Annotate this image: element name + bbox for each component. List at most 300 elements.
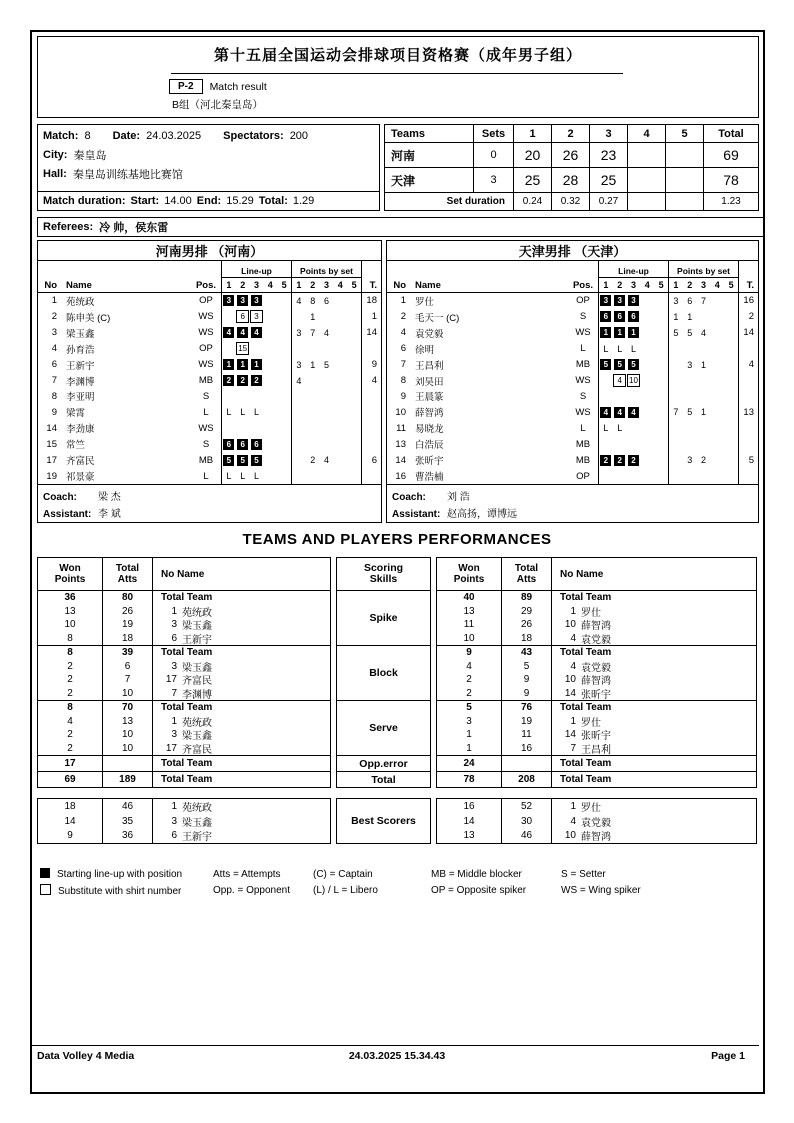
won-points-value: 1: [466, 742, 472, 754]
total-atts-value: 18: [102, 632, 152, 646]
coach-name: 梁 杰: [98, 491, 121, 503]
won-points-value: 2: [67, 729, 73, 741]
player-lineup-cells: [598, 436, 668, 452]
starting-position-box: 5: [614, 359, 625, 370]
lineup-cell: [222, 439, 236, 450]
perf-row: [437, 715, 756, 729]
player-total-points: 14: [361, 325, 381, 341]
player-cell: [152, 814, 330, 829]
lineup-cell: [613, 407, 627, 418]
player-points-cells: [291, 341, 361, 357]
city-value: 秦皇岛: [73, 149, 107, 162]
player-total-points: 9: [361, 357, 381, 373]
points-cell: 1: [310, 359, 316, 370]
total-atts-value: 70: [102, 701, 152, 715]
player-name: 王新宇: [182, 634, 212, 645]
player-name: 苑统政: [182, 717, 212, 728]
lineup-cell: [627, 407, 641, 418]
starting-position-box: 3: [614, 295, 625, 306]
player-points-cells: [668, 468, 738, 484]
score-header-cell: 1: [513, 125, 551, 142]
starting-position-box: 5: [628, 359, 639, 370]
legend-mb: MB = Middle blocker: [431, 868, 522, 880]
starting-position-box: 1: [251, 359, 262, 370]
perf-row: [437, 756, 756, 771]
player-total-points: 13: [738, 404, 758, 420]
points-cell: 3: [296, 327, 302, 338]
player-lineup-cells: [598, 373, 668, 389]
total-atts-value: 35: [102, 814, 152, 829]
legend-captain: (C) = Captain: [313, 868, 373, 880]
perf-row: [437, 660, 756, 674]
lineup-cell: [613, 374, 627, 387]
player-position: WS: [198, 422, 214, 434]
open-square-icon: [40, 884, 51, 895]
perf-row: [38, 646, 330, 660]
points-cell: 3: [673, 295, 679, 306]
player-number: 14: [46, 422, 57, 434]
player-name: 张昕宇: [581, 689, 611, 700]
score-header-cell: 2: [551, 125, 589, 142]
player-position: MB: [575, 454, 591, 466]
set-duration-total: 1.23: [703, 193, 758, 210]
player-name: 苑统政: [182, 802, 212, 814]
won-points-value: 8: [67, 647, 73, 659]
lineup-group-label: Line-up: [222, 266, 291, 278]
player-number: 6: [51, 359, 57, 371]
perf-row: [38, 632, 330, 646]
date-label: Date:: [112, 129, 141, 142]
won-points-value: 14: [64, 815, 76, 827]
player-name: 王新宇: [66, 360, 95, 372]
player-lineup-cells: [598, 468, 668, 484]
start-value: 14.00: [164, 195, 192, 207]
perf-row: [38, 605, 330, 619]
player-points-cells: [668, 420, 738, 436]
total-atts-value: 189: [102, 772, 152, 787]
lineup-cell: [250, 455, 264, 466]
set-score: [627, 168, 665, 192]
lineup-cell: [236, 439, 250, 450]
spectators-label: Spectators:: [223, 129, 284, 142]
player-position: MB: [198, 375, 214, 387]
starting-position-box: 2: [237, 375, 248, 386]
player-total-points: [361, 404, 381, 420]
substitute-box: 15: [236, 342, 249, 355]
player-cell: [152, 728, 330, 742]
starting-position-box: 5: [237, 455, 248, 466]
points-cell: 4: [296, 295, 302, 306]
starting-position-box: 1: [223, 359, 234, 370]
won-points-value: 2: [67, 674, 73, 686]
no-column-header: No: [393, 279, 406, 291]
player-total-points: [738, 420, 758, 436]
total-label: Total:: [258, 195, 288, 207]
player-shirt-number: 4: [570, 660, 576, 672]
player-name: 孙育浩: [66, 344, 95, 356]
player-name: 袁党毅: [415, 328, 444, 340]
no-name-header: No Name: [551, 558, 756, 590]
column-header: Scoring Skills: [363, 562, 404, 585]
won-points-value: 4: [67, 715, 73, 727]
player-points-cells: [668, 389, 738, 405]
lineup-cell: L: [617, 423, 623, 434]
starting-position-box: 5: [223, 455, 234, 466]
lineup-cell: L: [240, 407, 246, 418]
set-duration-value: [627, 193, 665, 210]
lineup-cell: [236, 310, 250, 323]
player-position: S: [579, 390, 587, 402]
player-shirt-number: 1: [570, 715, 576, 727]
lineup-cell: [236, 342, 250, 355]
player-lineup-cells: [598, 404, 668, 420]
start-label: Start:: [130, 195, 160, 207]
perf-row: [437, 605, 756, 619]
total-team-label: Total Team: [161, 758, 213, 769]
lineup-cell: L: [253, 471, 259, 482]
player-shirt-number: 4: [570, 632, 576, 644]
starting-position-box: 5: [251, 455, 262, 466]
perf-row: [437, 742, 756, 756]
total-column-header: T.: [361, 278, 381, 292]
roster-player-row: [38, 468, 381, 484]
total-atts-value: 6: [102, 660, 152, 674]
points-cell: 7: [700, 295, 706, 306]
won-points-value: 16: [463, 800, 475, 812]
player-name: 祁景豪: [66, 472, 95, 484]
player-number: 7: [51, 375, 57, 387]
won-points-value: 2: [67, 742, 73, 754]
score-header-cell: 4: [627, 125, 665, 142]
report-code-row: [169, 79, 758, 94]
perf-header: [37, 557, 331, 591]
match-info-panel: [37, 124, 380, 211]
sets-won: 3: [473, 168, 513, 192]
won-points-value: 2: [466, 687, 472, 699]
lineup-cell: [599, 311, 613, 322]
player-cell: [551, 715, 756, 729]
player-name: 梁玉鑫: [182, 731, 212, 742]
starting-position-box: 4: [223, 327, 234, 338]
match-info-line-1: [38, 126, 379, 145]
won-points-value: 13: [463, 605, 475, 617]
points-cell: 6: [323, 295, 329, 306]
skill-label: Spike: [336, 591, 431, 646]
home-team-panel: [37, 240, 382, 523]
player-position: WS: [575, 327, 591, 339]
player-name: 薛智鸿: [581, 676, 611, 687]
player-total-points: [738, 436, 758, 452]
won-points-header: [437, 558, 501, 590]
lineup-cell: [627, 359, 641, 370]
perf-row: [437, 618, 756, 632]
lineup-cell: [599, 455, 613, 466]
points-cell: 4: [323, 327, 329, 338]
player-cell: [152, 673, 330, 687]
total-team-label: Total Team: [161, 774, 213, 785]
home-coach-box: [38, 484, 381, 522]
total-team-label: Total Team: [560, 774, 612, 785]
player-position: MB: [575, 359, 591, 371]
footer-timestamp: 24.03.2025 15.34.43: [348, 1050, 446, 1062]
roster-player-row: [387, 373, 758, 389]
score-header-cell: Sets: [473, 125, 513, 142]
player-name: 王新宇: [182, 832, 212, 844]
legend-opp: Opp. = Opponent: [213, 884, 291, 896]
player-cell: [551, 618, 756, 632]
home-roster-table: [38, 261, 381, 484]
player-position: L: [203, 470, 209, 482]
player-number: 14: [395, 454, 406, 466]
perf-row: [38, 814, 330, 829]
total-atts-value: 19: [501, 715, 551, 729]
legend-row-2: [40, 882, 757, 898]
player-total-points: 1: [361, 309, 381, 325]
skill-label: Total: [336, 772, 431, 788]
perf-row: [38, 799, 330, 814]
player-position: OP: [576, 295, 590, 307]
player-name: 梁霄: [66, 408, 86, 420]
starting-position-box: 6: [614, 311, 625, 322]
perf-row: [437, 646, 756, 660]
player-points-cells: [291, 373, 361, 389]
lineup-cell: [250, 375, 264, 386]
lineup-cell: [222, 327, 236, 338]
player-name: 李渊博: [66, 376, 95, 388]
player-name: 王昌利: [415, 360, 444, 372]
player-position: WS: [198, 327, 214, 339]
lineup-cell: [250, 327, 264, 338]
set-score: [627, 143, 665, 167]
won-points-value: 13: [64, 605, 76, 617]
player-points-cells: [668, 373, 738, 389]
column-header: Won Points: [54, 563, 86, 585]
player-number: 16: [395, 470, 406, 482]
no-column-header: No: [44, 279, 57, 291]
legend-libero: (L) / L = Libero: [313, 884, 378, 896]
set-score: [665, 168, 703, 192]
assistant-label: Assistant:: [392, 508, 441, 520]
total-atts-value: 13: [102, 715, 152, 729]
total-atts-value: 19: [102, 618, 152, 632]
player-cell: [152, 632, 330, 646]
player-cell: [152, 828, 330, 843]
roster-player-row: [387, 357, 758, 373]
total-atts-value: 46: [501, 828, 551, 843]
points-cell: 3: [296, 359, 302, 370]
player-name: 罗仕: [415, 296, 435, 308]
player-total-points: [738, 389, 758, 405]
roster-player-row: [387, 325, 758, 341]
total-atts-value: 76: [501, 701, 551, 715]
player-cell: [551, 660, 756, 674]
player-cell: [551, 772, 756, 787]
total-atts-value: 7: [102, 673, 152, 687]
player-cell: [152, 687, 330, 701]
home-team-title: 河南男排 （河南）: [38, 241, 381, 261]
starting-position-box: 3: [237, 295, 248, 306]
won-points-value: 11: [463, 619, 475, 631]
pos-column-header: Pos.: [572, 279, 594, 291]
total-atts-value: 10: [102, 728, 152, 742]
lineup-cell: [236, 295, 250, 306]
score-team-row: [385, 142, 758, 167]
starting-position-box: 3: [628, 295, 639, 306]
perf-row: [38, 660, 330, 674]
roster-player-row: [38, 341, 381, 357]
player-cell: [551, 701, 756, 715]
perf-section-left: [37, 756, 331, 772]
player-shirt-number: 4: [570, 815, 576, 827]
column-header: Total Atts: [115, 563, 140, 585]
best-scorers-label: Best Scorers: [336, 798, 431, 844]
lineup-cell: [627, 311, 641, 322]
total-atts-value: 46: [102, 799, 152, 814]
lineup-cell: [250, 439, 264, 450]
perf-section-left: [37, 772, 331, 788]
match-duration-row: [38, 191, 379, 210]
player-shirt-number: 7: [570, 742, 576, 754]
player-total-points: 5: [738, 452, 758, 468]
legend-atts: Atts = Attempts: [213, 868, 281, 880]
total-atts-value: 30: [501, 814, 551, 829]
player-shirt-number: 1: [570, 605, 576, 617]
roster-player-row: [387, 468, 758, 484]
set-score: 20: [513, 143, 551, 167]
points-cell: 1: [700, 407, 706, 418]
player-total-points: 4: [361, 373, 381, 389]
perf-section-left: [37, 701, 331, 756]
points-cell: 3: [687, 359, 693, 370]
player-cell: [152, 660, 330, 674]
points-cell: 2: [310, 455, 316, 466]
perf-row: [437, 687, 756, 701]
set-duration-row: [385, 192, 758, 210]
player-name: 王晨篆: [415, 392, 444, 404]
perf-row: [437, 632, 756, 646]
points-cell: 1: [310, 311, 316, 322]
won-points-value: 36: [64, 592, 76, 604]
away-team-title: 天津男排 （天津）: [387, 241, 758, 261]
perf-row: [38, 728, 330, 742]
points-cell: 5: [687, 327, 693, 338]
points-cell: 5: [673, 327, 679, 338]
hall-value: 秦皇岛训练基地比赛馆: [72, 168, 183, 181]
player-cell: [551, 632, 756, 646]
assistant-name: 李 斌: [98, 508, 121, 520]
roster-player-row: [387, 404, 758, 420]
substitute-box: 3: [250, 310, 263, 323]
roster-group-header: [387, 261, 758, 278]
player-lineup-cells: [221, 420, 291, 436]
legend-ws: WS = Wing spiker: [561, 884, 641, 896]
total-team-label: Total Team: [560, 592, 612, 604]
starting-position-box: 2: [251, 375, 262, 386]
away-coach-box: [387, 484, 758, 522]
won-points-value: 24: [463, 758, 475, 769]
substitute-box: 6: [236, 310, 249, 323]
points-cell: 4: [323, 455, 329, 466]
player-cell: [551, 742, 756, 756]
player-points-cells: [291, 293, 361, 309]
score-header-cell: Total: [703, 125, 758, 142]
footer-app-name: Data Volley 4 Media: [37, 1050, 135, 1062]
lineup-cell: L: [253, 407, 259, 418]
player-cell: [551, 728, 756, 742]
player-number: 10: [395, 406, 406, 418]
coach-label: Coach:: [392, 491, 426, 503]
set-score: 25: [589, 168, 627, 192]
player-number: 4: [51, 343, 57, 355]
won-points-value: 5: [466, 702, 472, 714]
player-points-cells: [291, 404, 361, 420]
starting-position-box: 2: [628, 455, 639, 466]
starting-position-box: 6: [251, 439, 262, 450]
group-label: B组（河北秦皇岛）: [172, 99, 264, 111]
player-name: 李亚明: [66, 392, 95, 404]
perf-row: [38, 673, 330, 687]
substitute-box: 4: [613, 374, 626, 387]
perf-row: [38, 742, 330, 756]
player-total-points: [738, 373, 758, 389]
lineup-cell: [222, 295, 236, 306]
column-header: Total Atts: [514, 563, 539, 585]
player-shirt-number: 3: [171, 619, 177, 631]
points-cell: 6: [687, 295, 693, 306]
player-name: 张昕宇: [581, 731, 611, 742]
player-cell: [152, 605, 330, 619]
won-points-value: 13: [463, 830, 475, 842]
won-points-value: 18: [64, 800, 76, 812]
name-column-header: Name: [415, 279, 441, 291]
lineup-cell: [236, 455, 250, 466]
legend-setter: S = Setter: [561, 868, 606, 880]
lineup-cell: L: [226, 471, 232, 482]
perf-row: [437, 673, 756, 687]
player-cell: [551, 799, 756, 814]
starting-position-box: 5: [600, 359, 611, 370]
roster-player-row: [38, 452, 381, 468]
points-total: 69: [703, 143, 758, 167]
legend-row-1: [40, 866, 757, 882]
lineup-cell: [613, 295, 627, 306]
player-position: S: [202, 390, 210, 402]
won-points-value: 14: [463, 815, 475, 827]
player-name: 袁党毅: [581, 634, 611, 645]
player-points-cells: [668, 452, 738, 468]
player-number: 8: [400, 375, 406, 387]
total-atts-value: 9: [501, 687, 551, 701]
roster-player-row: [38, 404, 381, 420]
starting-position-box: 4: [237, 327, 248, 338]
player-points-cells: [291, 468, 361, 484]
team-name: 河南: [391, 148, 416, 163]
player-name: 罗仕: [581, 717, 601, 728]
spectators-value: 200: [289, 129, 309, 142]
total-atts-value: 26: [501, 618, 551, 632]
away-roster-table: [387, 261, 758, 484]
player-name: 梁玉鑫: [66, 328, 95, 340]
player-shirt-number: 17: [165, 674, 177, 686]
referees-bar: [37, 217, 764, 237]
total-atts-value: 16: [501, 742, 551, 756]
player-lineup-cells: [221, 436, 291, 452]
player-name: 梁玉鑫: [182, 817, 212, 829]
player-number: 2: [400, 311, 406, 323]
starting-position-box: 6: [628, 311, 639, 322]
score-header-cell: 3: [589, 125, 627, 142]
player-name: 王昌利: [581, 744, 611, 755]
